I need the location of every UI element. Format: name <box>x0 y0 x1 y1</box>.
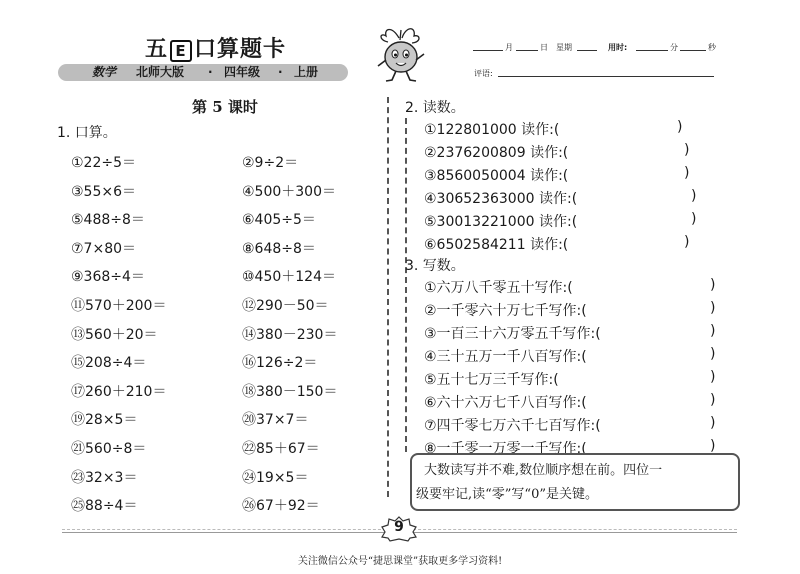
calc-item-right: ⑫290－50＝ <box>242 298 329 314</box>
week-blank[interactable] <box>577 50 597 51</box>
week-label: 星期 <box>556 43 572 52</box>
calc-item-left: ⑲28×5＝ <box>71 412 138 429</box>
calc-item-right: ㉒85＋67＝ <box>242 441 320 457</box>
column-divider <box>387 97 389 497</box>
read-answer-close: ) <box>684 165 690 181</box>
band-subject: 数学 <box>92 65 117 79</box>
calc-item-right: ㉖67＋92＝ <box>242 498 320 515</box>
band-edition: 北师大版 <box>136 65 185 79</box>
read-answer-close: ) <box>691 188 697 204</box>
right-dashed-bar <box>405 118 407 452</box>
calc-item-right: ⑥405÷5＝ <box>242 212 316 229</box>
read-item: ④30652363000 读作:( <box>424 191 578 207</box>
calc-item-right: ㉔19×5＝ <box>242 469 309 486</box>
tip-line-2: 级要牢记,读“零”写“0”是关键。 <box>416 487 598 502</box>
month-label: 月 <box>505 43 513 52</box>
section1-title: 1. 口算。 <box>57 125 117 141</box>
write-answer-close: ) <box>710 392 716 408</box>
month-blank[interactable] <box>473 50 503 51</box>
write-item: ⑧一千零一万零一千写作:( <box>424 441 587 457</box>
section3-title: 3. 写数。 <box>405 258 465 274</box>
write-answer-close: ) <box>710 277 716 293</box>
write-answer-close: ) <box>710 346 716 362</box>
comment-label: 评语: <box>474 69 493 78</box>
lesson-heading: 第 5 课时 <box>192 98 258 116</box>
title-e-logo: E <box>170 40 192 62</box>
calc-item-right: ⑭380－230＝ <box>242 326 338 343</box>
read-answer-close: ) <box>677 119 683 135</box>
read-answer-close: ) <box>691 211 697 227</box>
calc-item-left: ①22÷5＝ <box>71 155 137 171</box>
radish-mascot-icon <box>372 24 430 84</box>
section2-title: 2. 读数。 <box>405 100 465 116</box>
second-label: 秒 <box>708 43 716 52</box>
write-item: ①六万八千零五十写作:( <box>424 280 573 296</box>
band-dot-1: · <box>208 65 213 79</box>
calc-item-right: ⑱380－150＝ <box>242 383 338 400</box>
band-grade: 四年级 <box>224 65 261 79</box>
write-answer-close: ) <box>710 438 716 454</box>
minute-blank[interactable] <box>636 50 668 51</box>
second-blank[interactable] <box>680 50 706 51</box>
title-prefix: 五 <box>145 37 169 62</box>
time-label: 用时: <box>608 43 628 52</box>
write-item: ⑥六十六万七千八百写作:( <box>424 395 587 411</box>
calc-item-right: ⑯126÷2＝ <box>242 355 318 372</box>
calc-item-right: ⑧648÷8＝ <box>242 240 316 257</box>
calc-item-left: ⑪570＋200＝ <box>71 298 167 314</box>
subject-band <box>58 64 348 81</box>
calc-item-left: ㉕88÷4＝ <box>71 498 138 515</box>
read-item: ③8560050004 读作:( <box>424 168 569 184</box>
calc-item-right: ④500＋300＝ <box>242 183 336 200</box>
read-item: ⑤30013221000 读作:( <box>424 214 578 230</box>
day-blank[interactable] <box>516 50 538 51</box>
tip-line-1: 大数读写并不难,数位顺序想在前。四位一 <box>424 463 663 478</box>
write-item: ③一百三十六万零五千写作:( <box>424 326 601 342</box>
write-item: ②一千零六十万七千写作:( <box>424 303 587 319</box>
calc-item-left: ⑦7×80＝ <box>71 240 137 257</box>
calc-item-left: ㉓32×3＝ <box>71 469 138 486</box>
band-volume: 上册 <box>294 65 319 79</box>
band-dot-2: · <box>278 65 283 79</box>
calc-item-left: ⑤488÷8＝ <box>71 212 145 229</box>
calc-item-left: ⑬560＋20＝ <box>71 326 158 343</box>
read-item: ⑥6502584211 读作:( <box>424 237 569 253</box>
title-suffix: 口算题卡 <box>194 37 287 62</box>
read-answer-close: ) <box>684 142 690 158</box>
write-item: ⑤五十七万三千写作:( <box>424 372 559 388</box>
footer-note: 关注微信公众号“捷思课堂”获取更多学习资料! <box>297 556 503 567</box>
write-item: ⑦四千零七万六千七百写作:( <box>424 418 601 434</box>
comment-blank[interactable] <box>498 76 714 77</box>
page-number: 9 <box>394 519 404 535</box>
read-answer-close: ) <box>684 234 690 250</box>
calc-item-left: ⑰260＋210＝ <box>71 383 167 400</box>
write-answer-close: ) <box>710 300 716 316</box>
write-answer-close: ) <box>710 415 716 431</box>
minute-label: 分 <box>670 43 678 52</box>
read-item: ①122801000 读作:( <box>424 122 560 138</box>
calc-item-right: ⑳37×7＝ <box>242 412 309 429</box>
write-answer-close: ) <box>710 369 716 385</box>
write-item: ④三十五万一千八百写作:( <box>424 349 587 365</box>
day-label: 日 <box>540 43 548 52</box>
calc-item-left: ⑮208÷4＝ <box>71 355 147 372</box>
card-title <box>145 32 286 63</box>
calc-item-left: ③55×6＝ <box>71 183 137 200</box>
calc-item-left: ㉑560÷8＝ <box>71 441 147 457</box>
read-item: ②2376200809 读作:( <box>424 145 569 161</box>
calc-item-left: ⑨368÷4＝ <box>71 269 145 286</box>
calc-item-right: ⑩450＋124＝ <box>242 269 336 286</box>
write-answer-close: ) <box>710 323 716 339</box>
calc-item-right: ②9÷2＝ <box>242 155 299 171</box>
